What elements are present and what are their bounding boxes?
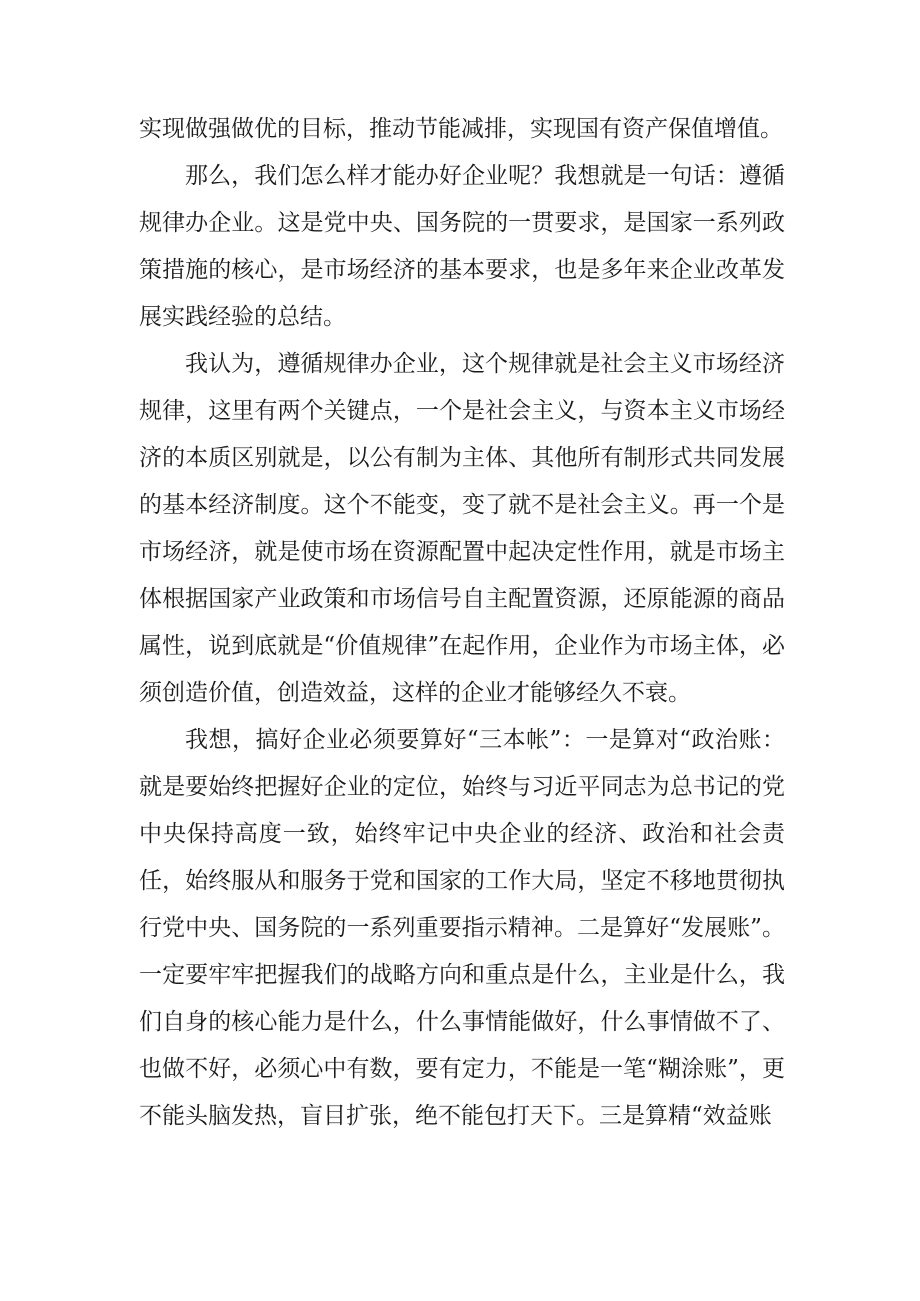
paragraph-market-economy-law: 我认为，遵循规律办企业，这个规律就是社会主义市场经济规律，这里有两个关键点，一个是社会主义，与资本主义市场经济的本质区别就是，以公有制为主体、其他所有制形式共同发展的基本经济制度。这个不能变，变了就不是社会主义。再一个是市场经济，就是使市场在资源配置中起决定性作用，就是市场主体根据国家产业政策和市场信号自主配置资源，还原能源的商品属性，说到底就是“价值规律”在起作用，企业作为市场主体，必须创造价值，创造效益，这样的企业才能够经久不衰。	[139, 351, 785, 706]
paragraph-three-accounts: 我想，搞好企业必须要算好“三本帐”：一是算对“政治账：就是要始终把握好企业的定位，始终与习近平同志为总书记的党中央保持高度一致，始终牢记中央企业的经济、政治和社会责任，始终服从和服务于党和国家的工作大局，坚定不移地贯彻执行党中央、国务院的一系列重要指示精神。二是算好“发展账”。一定要牢牢把握我们的战略方向和重点是什么，主业是什么，我们自身的核心能力是什么，什么事情能做好，什么事情做不了、也做不好，必须心中有数，要有定力，不能是一笔“糊涂账”，更不能头脑发热，盲目扩张，绝不能包打天下。三是算精“效益账	[139, 727, 785, 1129]
paragraph-continuation: 实现做强做优的目标，推动节能减排，实现国有资产保值增值。	[139, 116, 783, 142]
paragraph-how-to-run-enterprise: 那么，我们怎么样才能办好企业呢？我想就是一句话：遵循规律办企业。这是党中央、国务院的一贯要求，是国家一系列政策措施的核心，是市场经济的基本要求，也是多年来企业改革发展实践经验的总结。	[139, 163, 785, 330]
document-body	[139, 106, 785, 1140]
